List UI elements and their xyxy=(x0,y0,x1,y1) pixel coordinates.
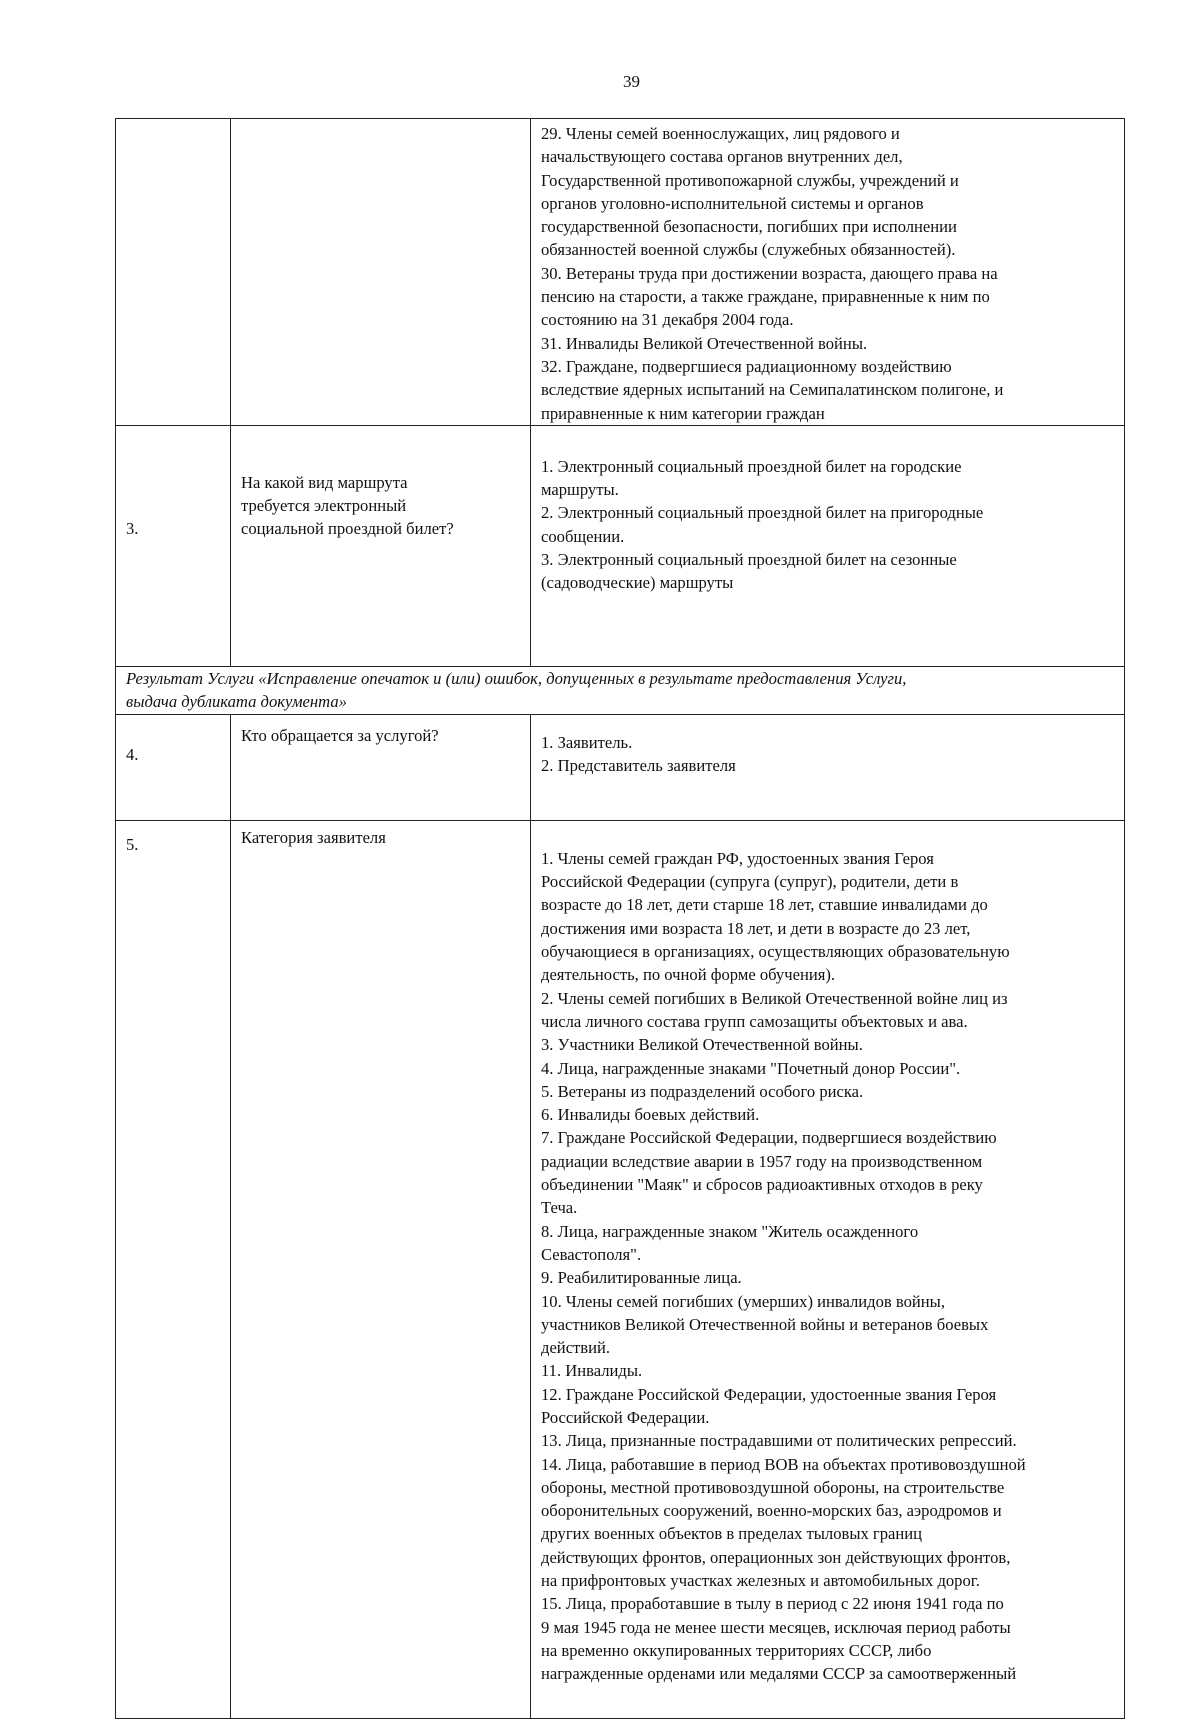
answer-cell xyxy=(531,714,1125,820)
text-line: Российской Федерации. xyxy=(541,1407,710,1427)
text-line: 12. Граждане Российской Федерации, удостоенные звания Героя xyxy=(541,1384,997,1404)
text-line: радиации вследствие аварии в 1957 году на производственном xyxy=(541,1151,983,1171)
text-line: 5. Ветераны из подразделений особого риска. xyxy=(541,1081,864,1101)
text-line: Теча. xyxy=(541,1198,578,1218)
text-line: 32. Граждане, подвергшиеся радиационному воздействию xyxy=(541,356,952,376)
text-line: 14. Лица, работавшие в период ВОВ на объектах противовоздушной xyxy=(541,1454,1026,1474)
text-line: 29. Члены семей военнослужащих, лиц рядового и xyxy=(541,124,900,143)
text-line: участников Великой Отечественной войны и ветеранов боевых xyxy=(541,1314,989,1334)
text-line: обязанностей военной службы (служебных обязанностей). xyxy=(541,240,956,260)
answer-cell xyxy=(531,425,1125,666)
text-line: государственной безопасности, погибших при исполнении xyxy=(541,217,957,237)
text-line: числа личного состава групп самозащиты объектовых и ава. xyxy=(541,1011,968,1031)
text-line: других военных объектов в пределах тыловых границ xyxy=(541,1524,923,1544)
text-line: 2. Электронный социальный проездной билет на пригородные xyxy=(541,503,984,523)
text-line: 1. Заявитель. xyxy=(541,732,633,752)
text-line: 8. Лица, награжденные знаком "Житель осажденного xyxy=(541,1221,919,1241)
text-line: 13. Лица, признанные пострадавшими от политических репрессий. xyxy=(541,1431,1017,1451)
text-line: На какой вид маршрута xyxy=(241,472,408,492)
text-line: 4. Лица, награжденные знаками "Почетный донор России". xyxy=(541,1058,961,1078)
text-line: 3. Электронный социальный проездной билет на сезонные xyxy=(541,550,957,570)
text-line: Государственной противопожарной службы, учреждений и xyxy=(541,170,959,190)
text-line: достижения ими возраста 18 лет, и дети в возрасте до 23 лет, xyxy=(541,918,971,938)
text-line: 9. Реабилитированные лица. xyxy=(541,1268,742,1288)
text-line: 1. Члены семей граждан РФ, удостоенных звания Героя xyxy=(541,848,934,868)
question-cell xyxy=(231,714,531,820)
text-line: социальной проездной билет? xyxy=(241,519,454,539)
text-line: действующих фронтов, операционных зон действующих фронтов, xyxy=(541,1547,1011,1567)
text-line: обучающиеся в организациях, осуществляющих образовательную xyxy=(541,942,1010,962)
text-line: приравненные к ним категории граждан xyxy=(541,403,825,423)
table-row xyxy=(116,425,1125,666)
text-line: 7. Граждане Российской Федерации, подвергшиеся воздействию xyxy=(541,1128,997,1148)
text-line: обороны, местной противовоздушной обороны, на строительстве xyxy=(541,1477,1005,1497)
row-number xyxy=(116,119,231,426)
text-line: 11. Инвалиды. xyxy=(541,1361,643,1381)
text-line: вследствие ядерных испытаний на Семипалатинском полигоне, и xyxy=(541,380,1004,400)
answer-cell xyxy=(531,119,1125,426)
row-number: 4. xyxy=(116,714,231,820)
text-line: (садоводческие) маршруты xyxy=(541,573,734,593)
answer-cell xyxy=(531,820,1125,1718)
text-line: 10. Члены семей погибших (умерших) инвалидов войны, xyxy=(541,1291,945,1311)
text-line: 2. Члены семей погибших в Великой Отечественной войне лиц из xyxy=(541,988,1008,1008)
text-line: Результат Услуги «Исправление опечаток и (или) ошибок, допущенных в результате предоставления Услуги, xyxy=(126,668,907,688)
text-line: требуется электронный xyxy=(241,496,407,516)
text-line: оборонительных сооружений, военно-морских баз, аэродромов и xyxy=(541,1501,1002,1521)
text-line: 30. Ветераны труда при достижении возраста, дающего права на xyxy=(541,263,998,283)
row-number: 5. xyxy=(116,820,231,1718)
text-line: Кто обращается за услугой? xyxy=(241,725,439,745)
text-line: начальствующего состава органов внутренних дел, xyxy=(541,147,903,167)
text-line: 6. Инвалиды боевых действий. xyxy=(541,1105,760,1125)
text-line: выдача дубликата документа» xyxy=(126,692,347,712)
table-row xyxy=(116,714,1125,820)
text-line: пенсию на старости, а также граждане, приравненные к ним по xyxy=(541,287,990,307)
table-row xyxy=(116,119,1125,426)
text-line: маршруты. xyxy=(541,480,619,500)
text-line: 3. Участники Великой Отечественной войны. xyxy=(541,1035,863,1055)
text-line: Категория заявителя xyxy=(241,827,386,847)
section-header-row xyxy=(116,666,1125,714)
services-table xyxy=(115,118,1125,1719)
text-line: деятельность, по очной форме обучения). xyxy=(541,965,836,985)
text-line: 31. Инвалиды Великой Отечественной войны. xyxy=(541,333,868,353)
row-number: 3. xyxy=(116,425,231,666)
text-line: 9 мая 1945 года не менее шести месяцев, исключая период работы xyxy=(541,1617,1011,1637)
text-line: Российской Федерации (супруга (супруг), родители, дети в xyxy=(541,872,959,892)
text-line: на прифронтовых участках железных и автомобильных дорог. xyxy=(541,1571,980,1591)
question-cell xyxy=(231,820,531,1718)
text-line: действий. xyxy=(541,1338,611,1358)
page-number: 39 xyxy=(623,72,640,91)
text-line: возрасте до 18 лет, дети старше 18 лет, ставшие инвалидами до xyxy=(541,895,988,915)
table-row xyxy=(116,820,1125,1718)
question-cell xyxy=(231,119,531,426)
text-line: состоянию на 31 декабря 2004 года. xyxy=(541,310,794,330)
text-line: Севастополя". xyxy=(541,1244,642,1264)
text-line: на временно оккупированных территориях СССР, либо xyxy=(541,1640,932,1660)
text-line: 15. Лица, проработавшие в тылу в период с 22 июня 1941 года по xyxy=(541,1594,1004,1614)
text-line: объединении "Маяк" и сбросов радиоактивных отходов в реку xyxy=(541,1175,983,1195)
text-line: награжденные орденами или медалями СССР за самоотверженный xyxy=(541,1664,1017,1684)
section-header xyxy=(116,666,1125,714)
text-line: 2. Представитель заявителя xyxy=(541,756,736,776)
text-line: сообщении. xyxy=(541,526,625,546)
text-line: 1. Электронный социальный проездной билет на городские xyxy=(541,456,962,476)
question-cell xyxy=(231,425,531,666)
text-line: органов уголовно-исполнительной системы и органов xyxy=(541,193,924,213)
